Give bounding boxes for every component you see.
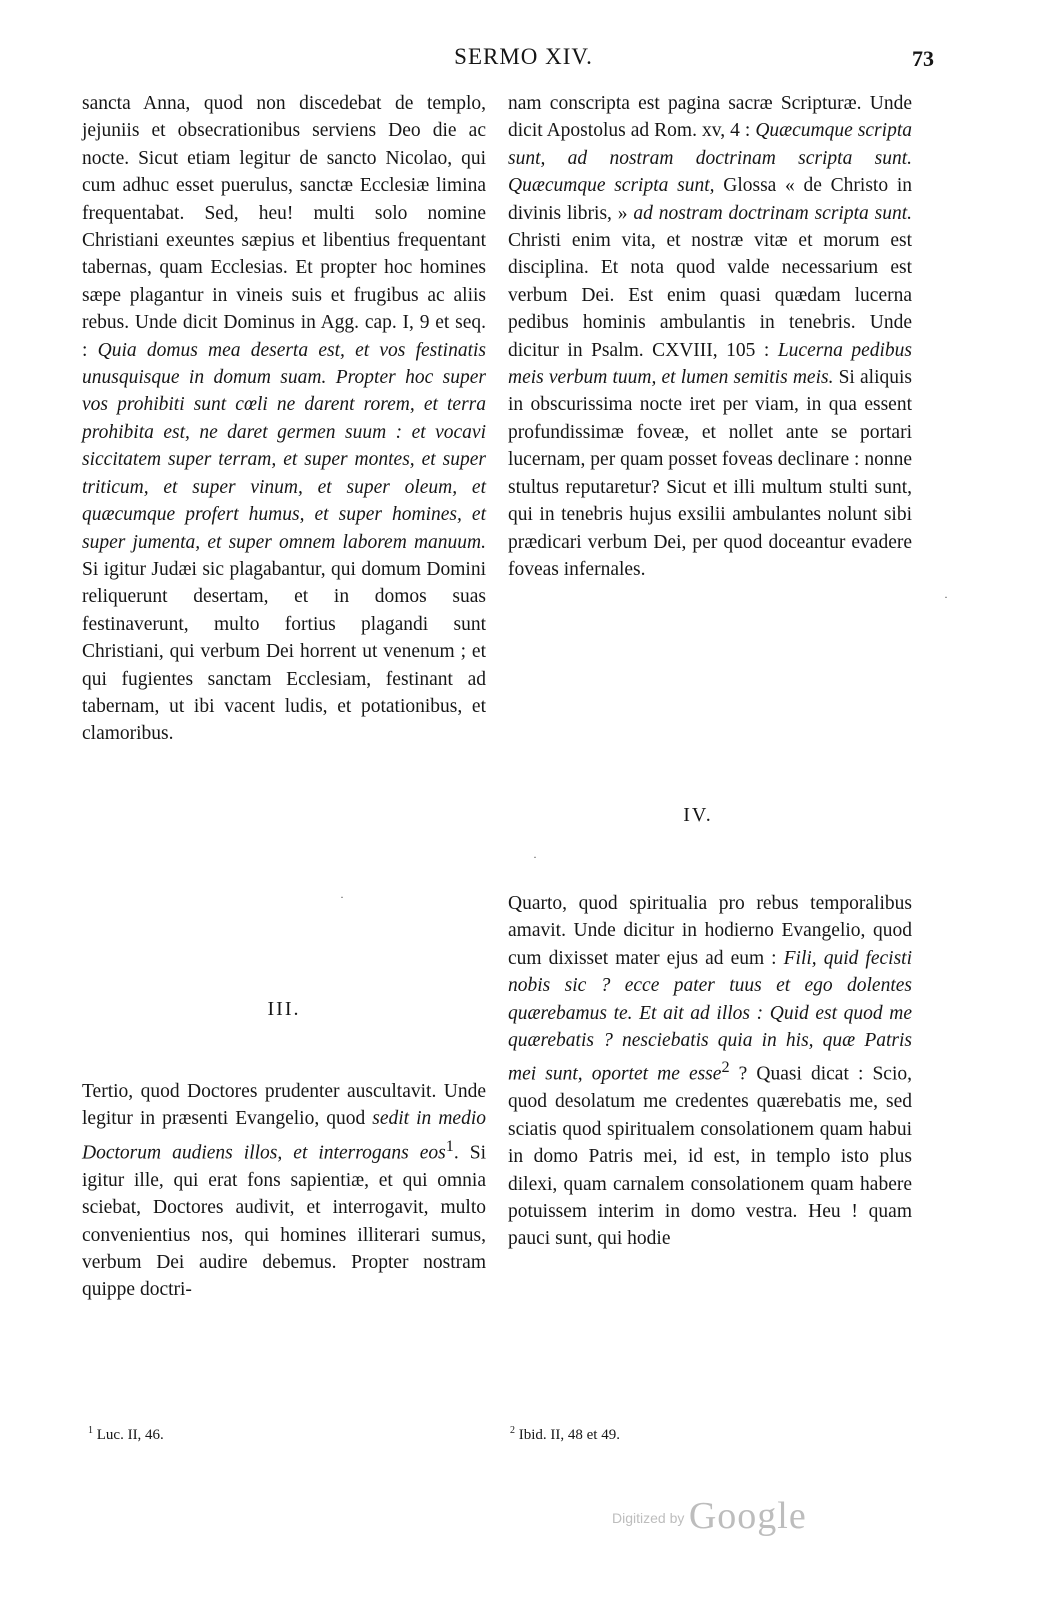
page-number: 73 — [912, 46, 934, 71]
section-heading-iii: III. — [267, 998, 301, 1020]
google-logo: Google — [688, 1495, 807, 1537]
left-paragraph-2 — [82, 1078, 486, 1304]
footnote-text: Ibid. II, 48 et 49. — [518, 1427, 620, 1443]
section-heading-iv: IV. — [683, 804, 713, 826]
scripture-quote: Fili, quid fecisti nobis sic ? ecce pater tuus et ego dolentes quærebamus te. Et ait ad illos : Quid est quod me quærebatis ? nesciebatis quia in his, quæ Patris mei sunt, oportet me esse — [508, 947, 912, 1085]
footnote-marker: 1 — [88, 1425, 93, 1436]
scripture-quote: ad nostram doctrinam scripta sunt. — [633, 202, 912, 224]
footnote-left — [88, 1425, 164, 1444]
print-speck: · — [533, 850, 537, 864]
body-text: Si igitur Judæi sic plagabantur, qui domum Domini reliquerunt desertam, et in domos suas festinaverunt, multo fortius plagandi sunt Christiani, qui verbum Dei horrent ut venenum ; et qui fugientes sanctam Ecclesiam, festinant ad tabernam, ut ibi vacent ludis, et potationibus, et clamoribus. — [82, 558, 486, 745]
left-column — [82, 90, 486, 748]
body-text: ? Quasi dicat : Scio, quod desolatum me credentes quærebatis me, sed sciatis quod spiritualem consolationem quam habui in domo Patris mei, id est, in templo isto plus dilexi, quam carnalem consolationem quam habere potuissem interim in domo vestra. Heu ! quam pauci sunt, qui hodie — [508, 1063, 912, 1250]
digitization-watermark — [612, 1494, 807, 1538]
footnote-text: Luc. II, 46. — [96, 1427, 164, 1443]
footnote-reference: 2 — [721, 1058, 730, 1077]
left-column-section-3 — [82, 1078, 486, 1304]
right-paragraph-2 — [508, 890, 912, 1253]
body-text: Glossa « de Christo in divinis libris, » — [508, 175, 912, 224]
scripture-quote: Quæcumque scripta sunt, ad nostram doctrinam scripta sunt. Quæcumque scripta sunt, — [508, 120, 912, 197]
left-paragraph-1 — [82, 90, 486, 748]
watermark-caption: Digitized by — [612, 1510, 685, 1526]
body-text: Si aliquis in obscurissima nocte iret per viam, in qua essent profundissimæ foveæ, et nollet ante se portari lucernam, per quam posset foveas declinare : nonne stultus reputaretur? Sicut et illi multum stulti sunt, qui in tenebris hujus exsilii ambulantes nolunt sibi prædicari verbum Dei, per quod doceantur evadere foveas infernales. — [508, 367, 912, 580]
body-text: . Si igitur ille, qui erat fons sapientiæ, et qui omnia sciebat, Doctores audivit, et interrogavit, multo convenientius nos, qui homines illiterari sumus, verbum Dei audire debemus. Propter nostram quippe doctri- — [82, 1142, 486, 1301]
body-text: nam conscripta est pagina sacræ Scripturæ. Unde dicit Apostolus ad Rom. xv, 4 : — [508, 93, 912, 142]
body-text: Quarto, quod spiritualia pro rebus temporalibus amavit. Unde dicitur in hodierno Evangelio, quod cum dixisset mater ejus ad eum : — [508, 893, 912, 969]
footnote-marker: 2 — [510, 1425, 515, 1436]
running-header-title: SERMO XIV. — [454, 44, 593, 69]
right-column-section-4 — [508, 890, 912, 1253]
body-text: Tertio, quod Doctores prudenter auscultavit. Unde legitur in præsenti Evangelio, quod — [82, 1081, 486, 1130]
right-column — [508, 90, 912, 583]
scripture-quote: Quia domus mea deserta est, et vos festinatis unusquisque in domum suam. Propter hoc super vos prohibiti sunt cœli ne darent rorem, et terra prohibita est, ne daret germen suum : et vocavi siccitatem super terram, et super montes, et super triticum, et super vinum, et super oleum, et quæcumque profert humus, et super homines, et super jumenta, et super omnem laborem manuum. — [82, 339, 486, 553]
print-speck: · — [340, 890, 344, 904]
scripture-quote: Lucerna pedibus meis verbum tuum, et lumen semitis meis. — [508, 339, 912, 389]
footnote-right — [510, 1425, 620, 1444]
body-text: Christi enim vita, et nostræ vitæ et morum est disciplina. Et nota quod valde necessarium est verbum Dei. Est enim quasi quædam lucerna pedibus hominis ambulantis in tenebris. Unde dicitur in Psalm. CXVIII, 105 : — [508, 230, 912, 361]
print-speck: · — [944, 590, 948, 604]
right-paragraph-1 — [508, 90, 912, 583]
footnote-reference: 1 — [445, 1136, 454, 1155]
scripture-quote: sedit in medio Doctorum audiens illos, et interrogans eos — [82, 1108, 486, 1164]
body-text: sancta Anna, quod non discedebat de templo, jejuniis et obsecrationibus serviens Deo die ac nocte. Sicut etiam legitur de sancto Nicolao, qui cum adhuc esset puerulus, sanctæ Ecclesiæ limina frequentabat. Sed, heu! multi solo nomine Christiani exeuntes sæpius et libentius frequentant tabernas, quam Ecclesias. Et propter hoc homines sæpe plagantur in vineis suis et frugibus ac aliis rebus. Unde dicit Dominus in Agg. cap. I, 9 et seq. : — [82, 93, 486, 361]
